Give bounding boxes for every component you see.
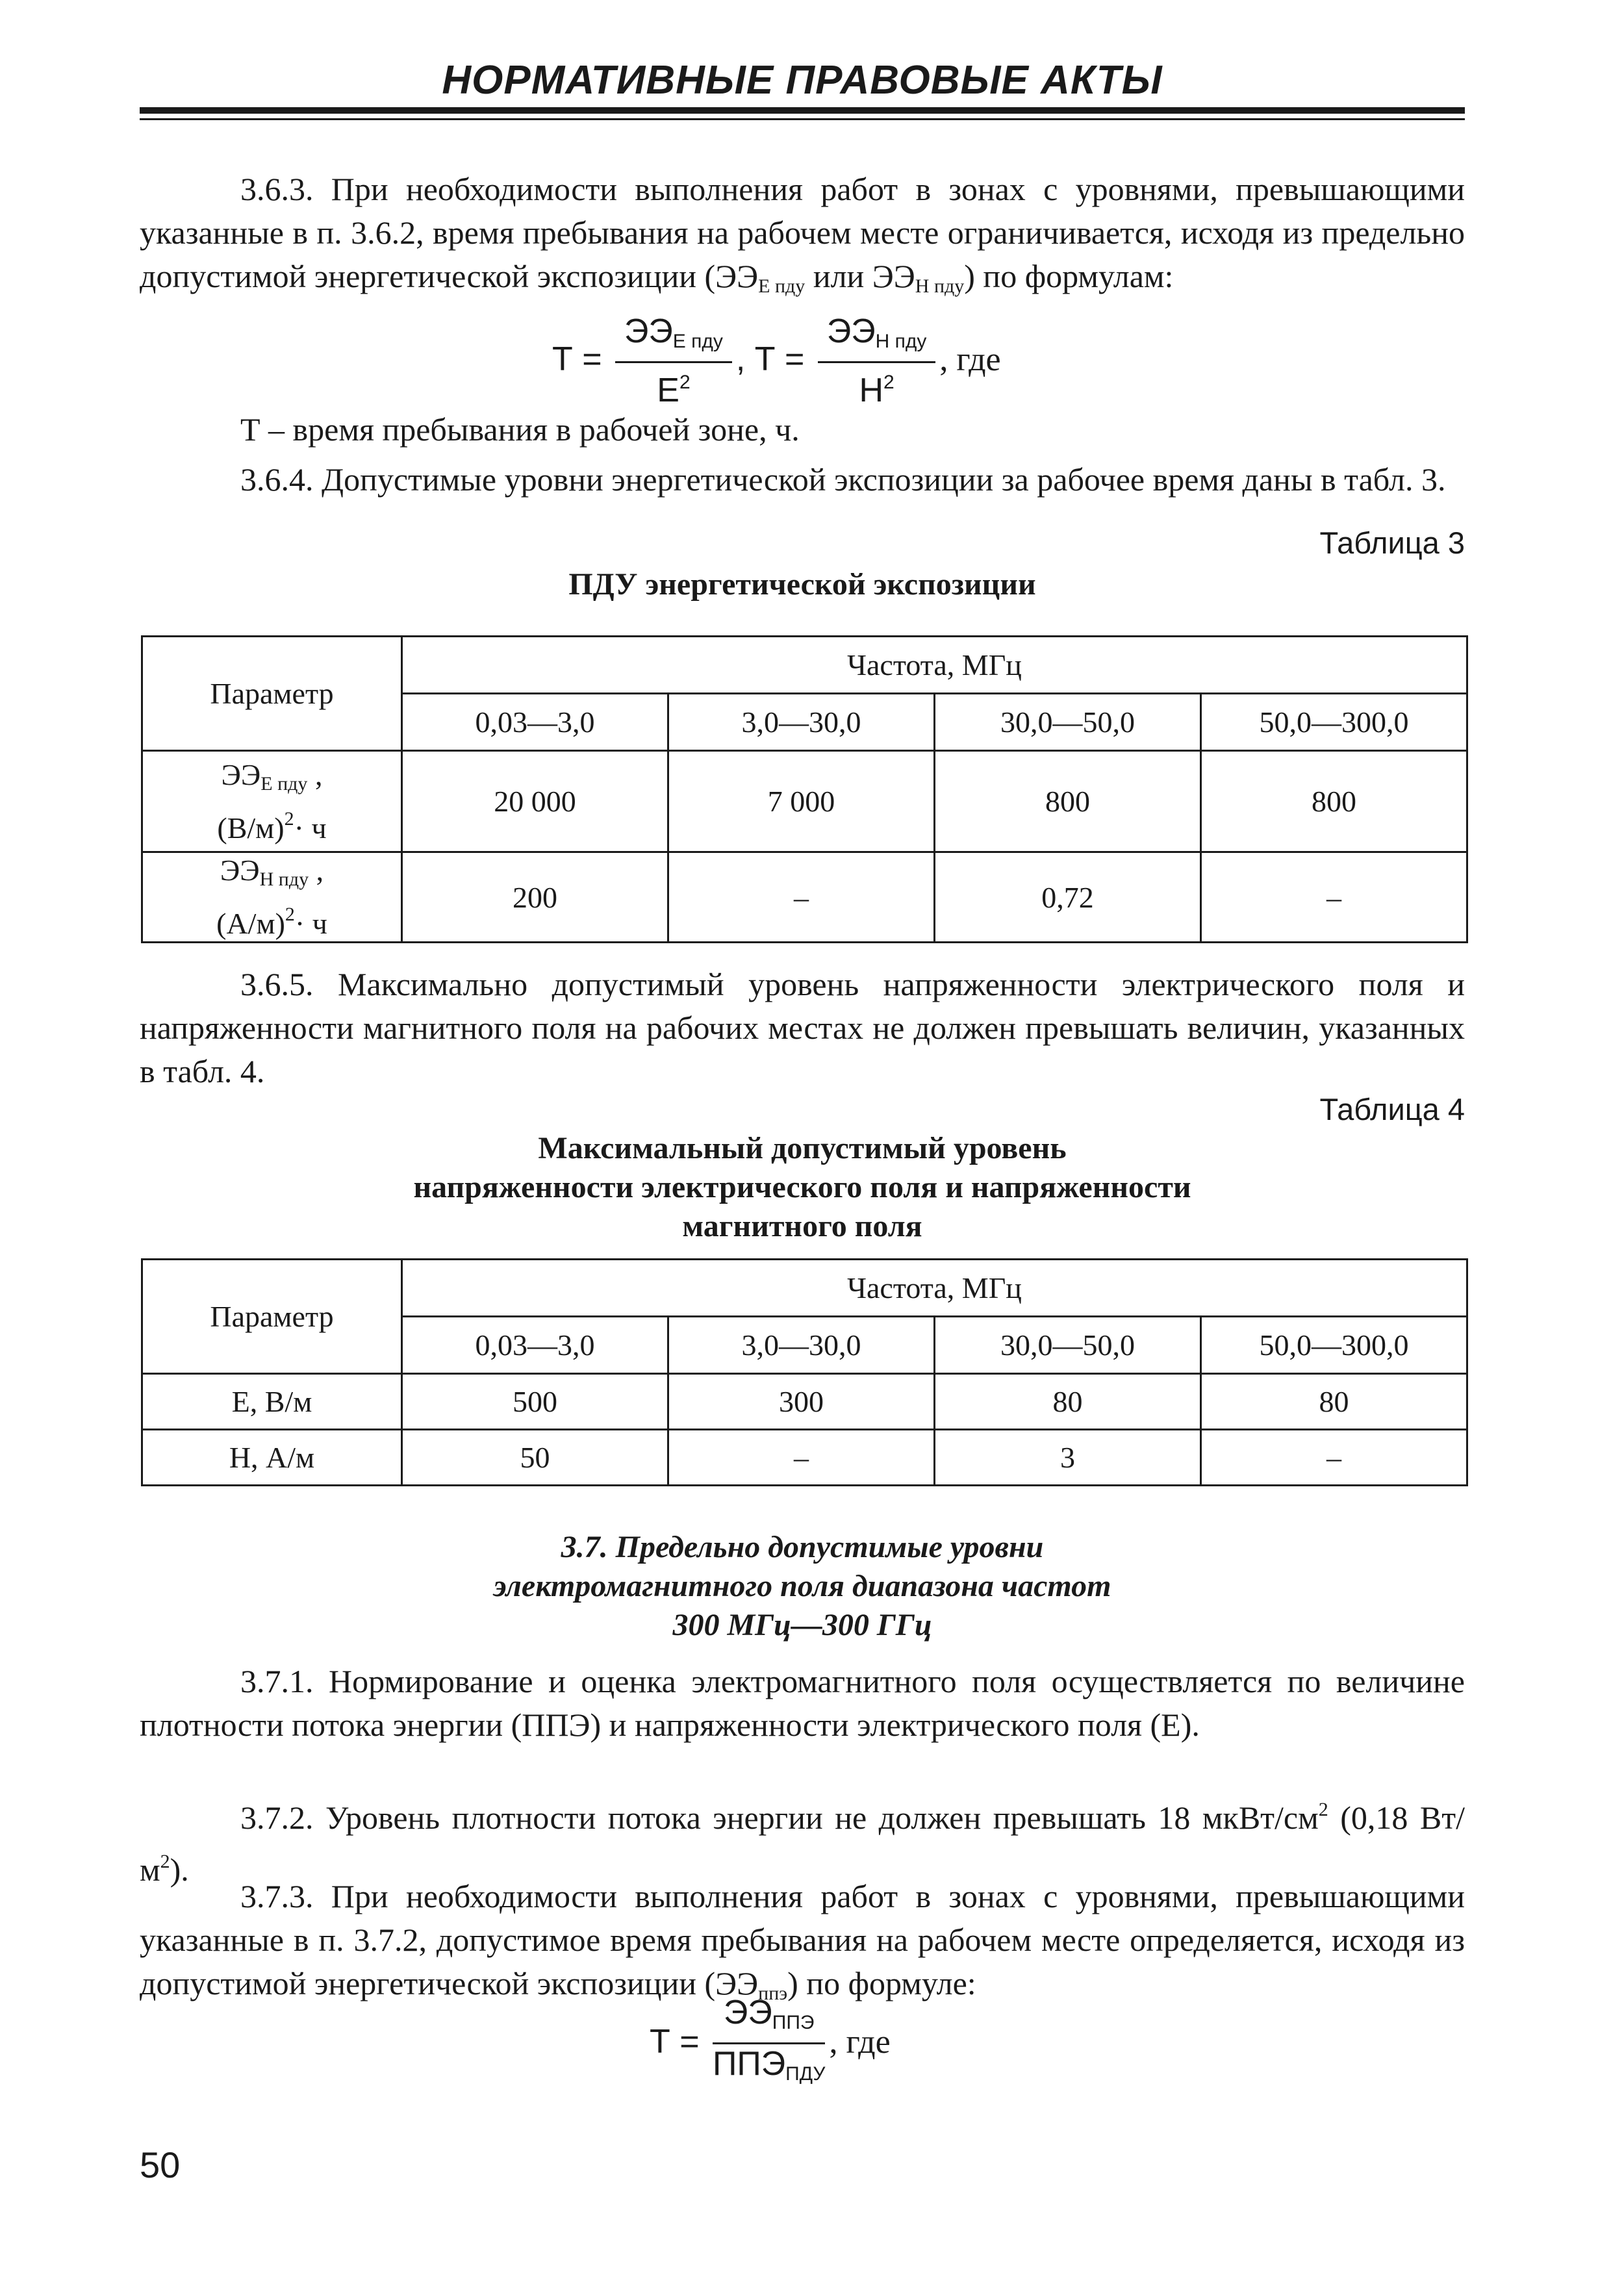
table-3: [141, 635, 1468, 943]
f1-den1-sup: 2: [679, 372, 691, 393]
f1-den2-sup: 2: [883, 372, 894, 393]
f1-num1-sub: Е пду: [672, 331, 723, 352]
table4-range: 30,0—50,0: [935, 1317, 1201, 1374]
paragraph-3-6-4: 3.6.4. Допустимые уровни энергетической экспозиции за рабочее время даны в табл. 3.: [240, 461, 1446, 498]
p363-text-3: ) по формулам:: [964, 258, 1174, 294]
formula1-sep: , Т =: [735, 340, 805, 379]
table3-cell: 800: [935, 751, 1201, 852]
fraction-ee-h: [818, 313, 936, 410]
table3-freq-header: Частота, МГц: [402, 637, 1467, 694]
table4-cell: 80: [1201, 1374, 1467, 1430]
table3-cell: 20 000: [402, 751, 668, 852]
formula-time-limit: [552, 313, 1001, 410]
section-title-line: электромагнитного поля диапазона частот: [493, 1569, 1111, 1603]
f1-den1: Е: [657, 372, 679, 409]
p363-sub-1: Е пду: [758, 275, 806, 297]
f2-num: ЭЭ: [724, 1994, 772, 2031]
table4-cell: –: [668, 1430, 935, 1486]
p373-text: 3.7.3. При необходимости выполнения работ в зонах с уровнями, превышающими указанные в п. 3.7.2, допустимое время пребывания на рабочем месте определяется, исходя из допустимой энергетической экспозиции (ЭЭ: [140, 1878, 1465, 2001]
table-4: [141, 1258, 1468, 1486]
p373-sub: ппэ: [758, 1983, 788, 2004]
table4-cell: 500: [402, 1374, 668, 1430]
table3-cell: 200: [402, 852, 668, 943]
paragraph-3-6-3: [140, 168, 1465, 308]
t3r1-main: ЭЭ: [221, 757, 261, 791]
t3r2-main: ЭЭ: [220, 854, 260, 887]
page-number: 50: [140, 2144, 181, 2185]
f1-den2: Н: [859, 372, 884, 409]
paragraph-3-7-1: 3.7.1. Нормирование и оценка электромагнитного поля осуществляется по величине плотности потока энергии (ППЭ) и напряженности электрического поля (Е).: [140, 1663, 1465, 1743]
formula-ppe: [650, 1994, 891, 2094]
t3r1-hour: · ч: [294, 811, 327, 845]
table4-row-param: Е, В/м: [142, 1374, 402, 1430]
t-definition: Т – время пребывания в рабочей зоне, ч.: [240, 411, 800, 448]
section-3-7-title: [140, 1528, 1465, 1645]
p373-text-2: ) по формуле:: [787, 1965, 976, 2001]
f2-den: ППЭ: [713, 2045, 786, 2083]
p372-text-2: (0,18 Вт/м: [140, 1799, 1465, 1888]
table4-title-line: напряженности электрического поля и напряженности: [413, 1170, 1191, 1204]
t3r2-sub: Н пду: [259, 869, 309, 890]
table4-freq-header: Частота, МГц: [402, 1260, 1467, 1317]
table3-cell: 7 000: [668, 751, 935, 852]
f1-num1: ЭЭ: [624, 312, 673, 350]
formula1-t: Т =: [552, 340, 602, 379]
table3-range: 3,0—30,0: [668, 694, 935, 751]
table3-title: ПДУ энергетической экспозиции: [568, 567, 1036, 602]
f1-num2-sub: Н пду: [875, 331, 927, 352]
running-header: НОРМАТИВНЫЕ ПРАВОВЫЕ АКТЫ: [442, 58, 1163, 103]
table4-cell: 80: [935, 1374, 1201, 1430]
table3-range: 30,0—50,0: [935, 694, 1201, 751]
table3-cell: –: [1201, 852, 1467, 943]
p363-text-1: 3.6.3. При необходимости выполнения работ в зонах с уровнями, превышающими указанные в п. 3.6.2, время пребывания на рабочем месте ограничивается, исходя из предельно допустимой энергетической экспозиции (ЭЭ: [140, 171, 1465, 294]
table3-cell: 0,72: [935, 852, 1201, 943]
section-title-line: 300 МГц—300 ГГц: [672, 1608, 932, 1642]
table3-cell: –: [668, 852, 935, 943]
p363-sub-2: Н пду: [915, 275, 965, 297]
t3r2-hour: · ч: [294, 907, 327, 940]
header-rule-thick: [140, 107, 1465, 114]
table4-param-header: Параметр: [142, 1260, 402, 1374]
t3r1-unit: (В/м): [217, 811, 285, 845]
table4-cell: 50: [402, 1430, 668, 1486]
header-rule-thin: [140, 118, 1465, 120]
table4-label: Таблица 4: [1319, 1092, 1465, 1126]
t3r1-sup: 2: [284, 807, 294, 830]
p372-text-3: ).: [170, 1851, 189, 1888]
table4-title-line: Максимальный допустимый уровень: [538, 1131, 1067, 1165]
table3-range: 50,0—300,0: [1201, 694, 1467, 751]
table4-cell: 300: [668, 1374, 935, 1430]
table4-range: 0,03—3,0: [402, 1317, 668, 1374]
table3-param-header: Параметр: [142, 637, 402, 751]
table3-row2-param: $ЭЭ_{Н пду}$ , $(А/м)^2\cdot ч$: [142, 852, 402, 943]
t3r2-unit: (А/м): [216, 907, 285, 940]
p372-text: 3.7.2. Уровень плотности потока энергии не должен превышать 18 мкВт/см: [240, 1799, 1319, 1836]
table4-range: 50,0—300,0: [1201, 1317, 1467, 1374]
table4-cell: –: [1201, 1430, 1467, 1486]
table3-row1-param: $ЭЭ_{Е пду}$ , $(В/м)^2\cdot ч$: [142, 751, 402, 852]
f2-den-sub: ПДУ: [785, 2063, 826, 2085]
t3r2-sup: 2: [285, 904, 295, 925]
table3-range: 0,03—3,0: [402, 694, 668, 751]
p372-sup-1: 2: [1318, 1799, 1328, 1820]
formula2-t: Т =: [650, 2023, 700, 2061]
formula1-where: , где: [939, 341, 1001, 379]
table4-range: 3,0—30,0: [668, 1317, 935, 1374]
fraction-ee-e: [615, 313, 732, 410]
p372-sup-2: 2: [160, 1851, 170, 1872]
formula2-where: , где: [829, 2024, 891, 2061]
paragraph-3-6-5: 3.6.5. Максимально допустимый уровень напряженности электрического поля и напряженности магнитного поля на рабочих местах не должен превышать величин, указанных в табл. 4.: [140, 966, 1465, 1089]
table4-cell: 3: [935, 1430, 1201, 1486]
fraction-ee-ppe: [713, 1994, 825, 2094]
table3-cell: 800: [1201, 751, 1467, 852]
t3r1-sub: Е пду: [260, 772, 308, 794]
table3-label: Таблица 3: [1319, 526, 1465, 560]
f2-num-sub: ППЭ: [772, 2012, 815, 2033]
table4-row-param: Н, А/м: [142, 1430, 402, 1486]
table4-title: [140, 1129, 1465, 1246]
f1-num2: ЭЭ: [826, 312, 876, 350]
section-title-line: 3.7. Предельно допустимые уровни: [561, 1530, 1044, 1564]
p363-text-2: или ЭЭ: [805, 258, 915, 294]
table4-title-line: магнитного поля: [682, 1209, 922, 1243]
